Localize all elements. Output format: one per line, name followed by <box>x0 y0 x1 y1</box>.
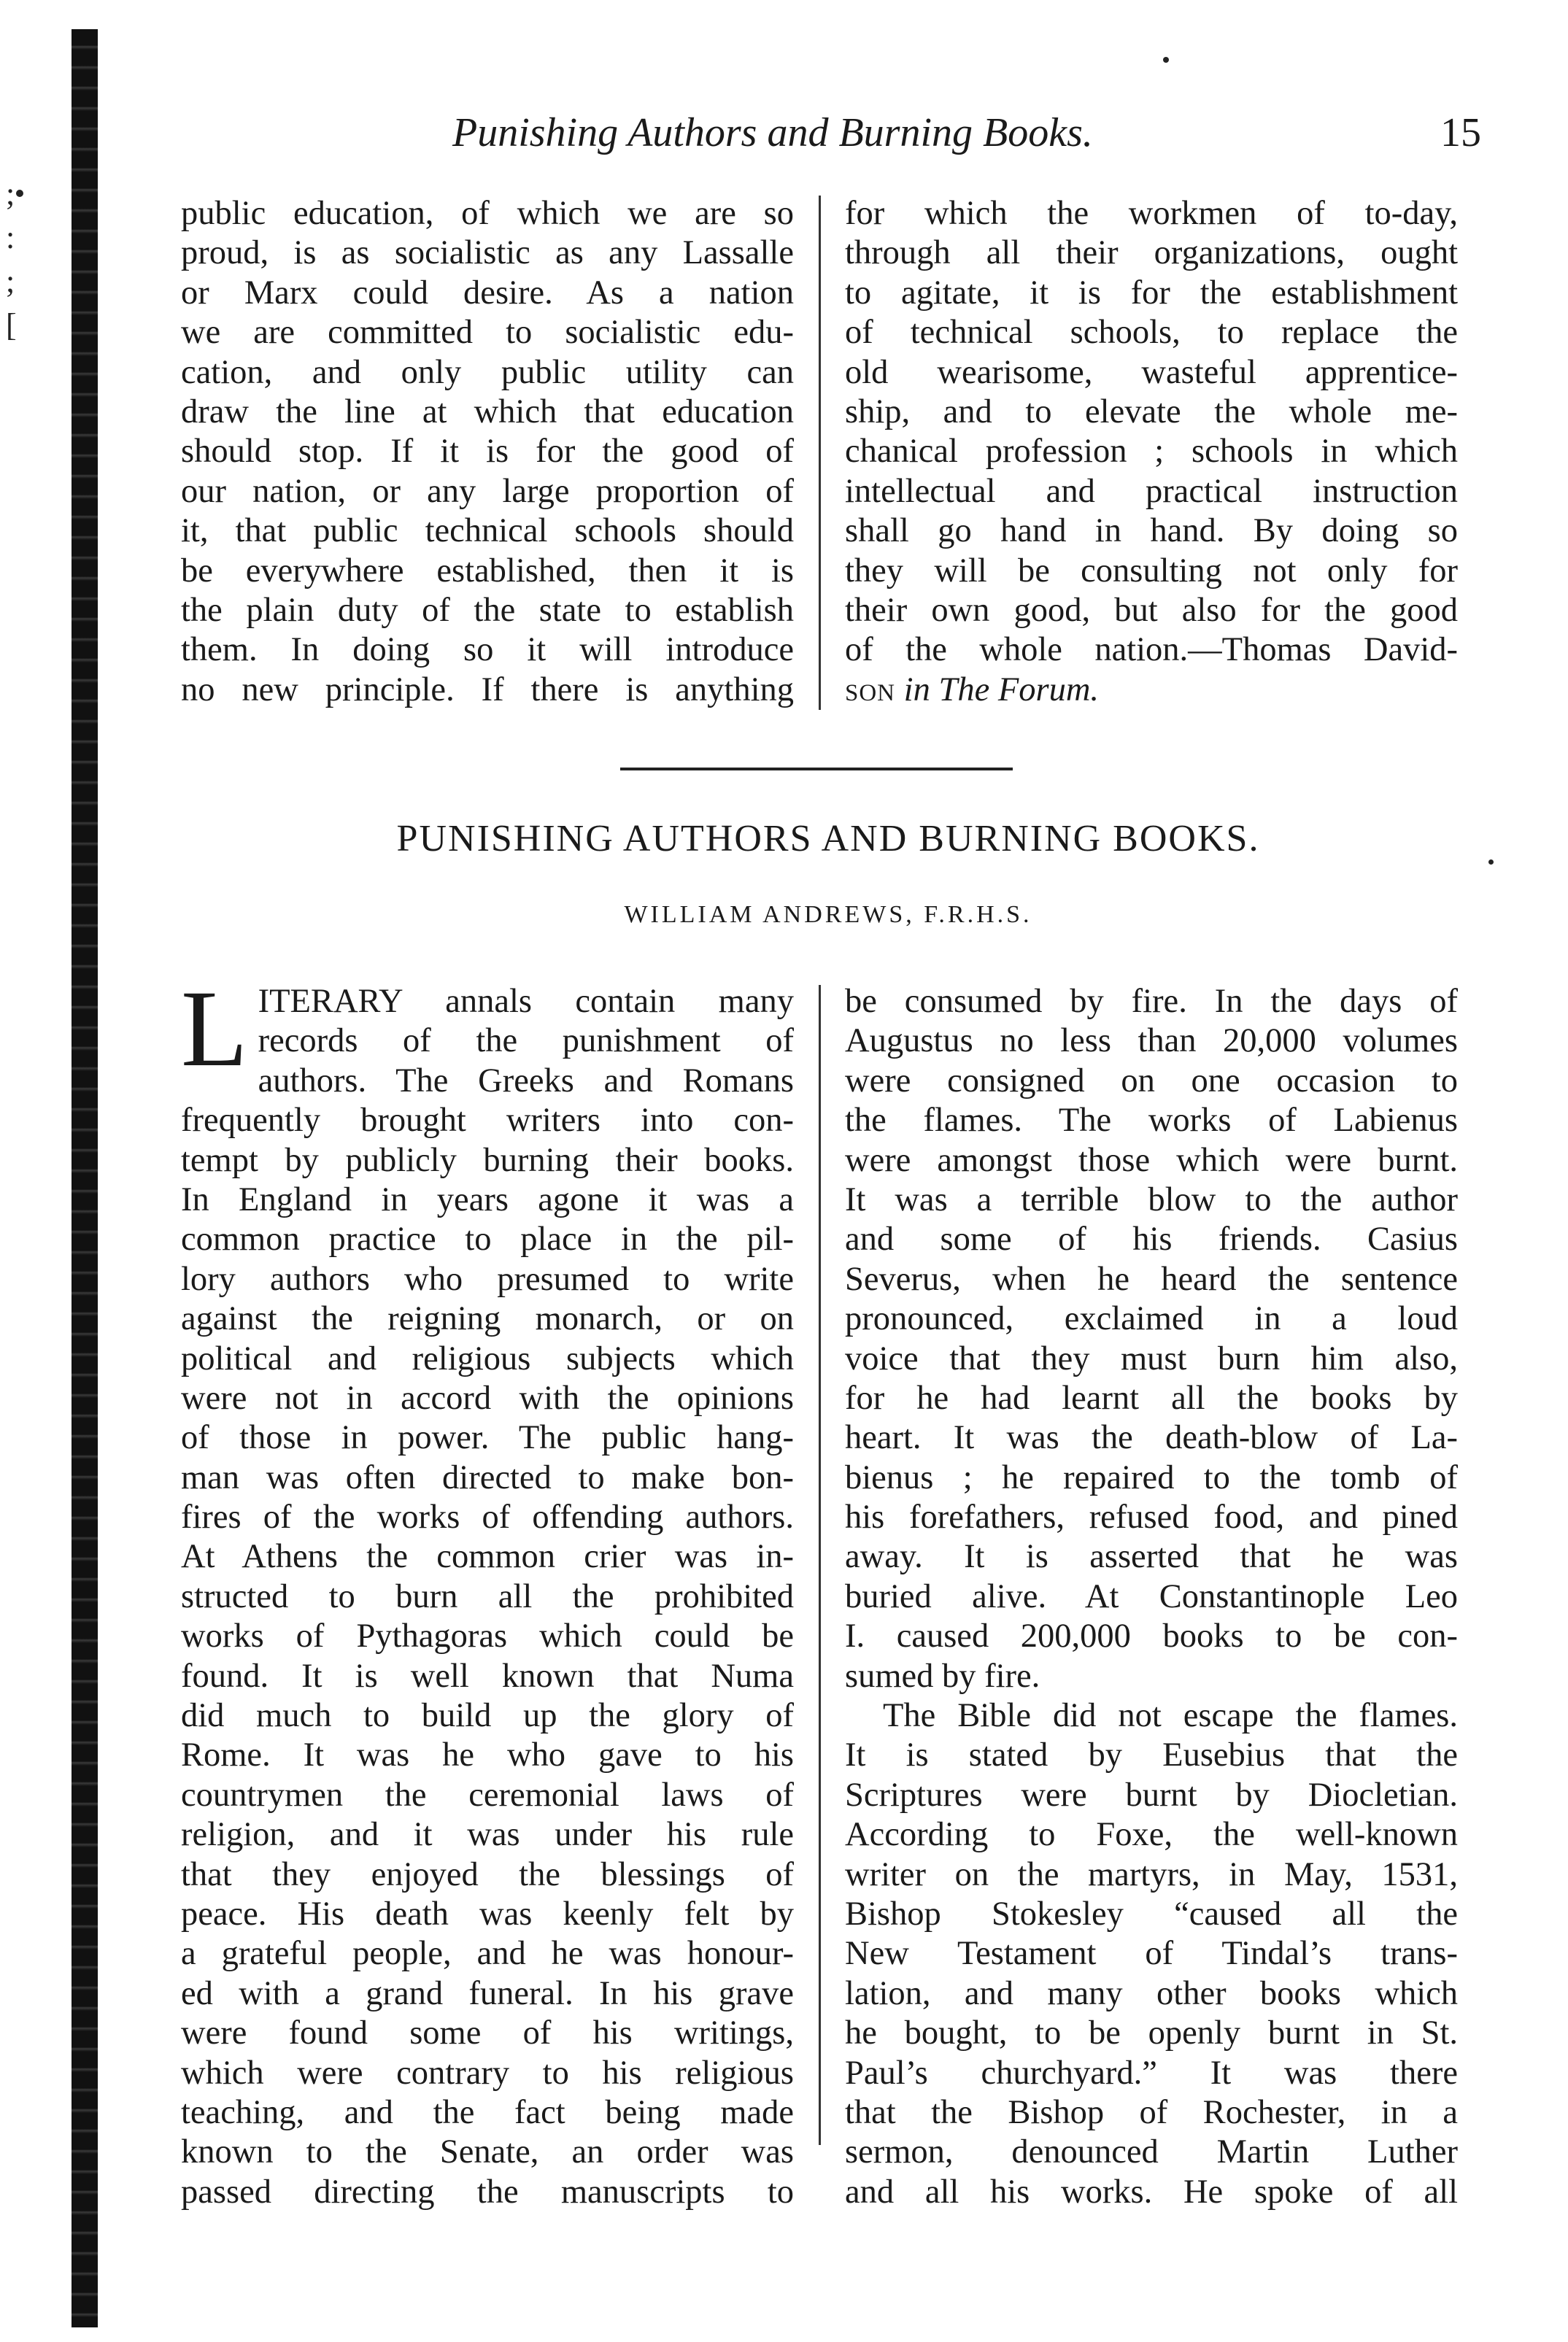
text-line: be consumed by fire. In the days of <box>845 983 1458 1020</box>
speck-dot <box>1488 859 1494 865</box>
citation-connector: in <box>903 670 930 708</box>
text-line: were found some of his writings, <box>181 2014 794 2052</box>
text-line: public education, of which we are so <box>181 195 794 232</box>
text-line: his forefathers, refused food, and pined <box>845 1499 1458 1537</box>
text-line: ITERARY annals contain many <box>258 983 794 1020</box>
text-line: common practice to place in the pil- <box>181 1221 794 1259</box>
top-right-column <box>845 194 1458 710</box>
text-line: lation, and many other books which <box>845 1974 1458 2012</box>
text-line: of technical schools, to replace the <box>845 314 1458 352</box>
column-divider-top <box>819 196 821 710</box>
margin-mark: ; <box>6 263 15 299</box>
text-line: lory authors who presumed to write <box>181 1260 794 1298</box>
text-line: were consigned on one occasion to <box>845 1062 1458 1099</box>
text-line: were not in accord with the opinions <box>181 1379 794 1417</box>
text-line: countrymen the ceremonial laws of <box>181 1776 794 1814</box>
text-line: or Marx could desire. As a nation <box>181 274 794 312</box>
text-line: political and religious subjects which <box>181 1340 794 1377</box>
text-line: records of the punishment of <box>258 1022 794 1060</box>
article-author: WILLIAM ANDREWS, F.R.H.S. <box>624 901 1032 928</box>
page-number: 15 <box>1440 110 1481 155</box>
text-line: they will be consulting not only for <box>845 552 1458 590</box>
page-binding-edge <box>72 29 98 2327</box>
text-line: It was a terrible blow to the author <box>845 1180 1458 1218</box>
article-title: PUNISHING AUTHORS AND BURNING BOOKS. <box>396 818 1260 859</box>
text-line: passed directing the manuscripts to <box>181 2173 794 2211</box>
text-line: The Bible did not escape the flames. <box>883 1697 1458 1735</box>
text-line: buried alive. At Constantinople Leo <box>845 1577 1458 1615</box>
text-line: ed with a grand funeral. In his grave <box>181 1974 794 2012</box>
text-line: of those in power. The public hang- <box>181 1419 794 1457</box>
text-line: should stop. If it is for the good of <box>181 433 794 471</box>
text-line: religion, and it was under his rule <box>181 1816 794 1854</box>
text-line: tempt by publicly burning their books. <box>181 1141 794 1179</box>
text-line: the flames. The works of Labienus <box>845 1102 1458 1140</box>
text-line: structed to burn all the prohibited <box>181 1577 794 1615</box>
text-line: and all his works. He spoke of all <box>845 2173 1458 2211</box>
text-line: old wearisome, wasteful apprentice- <box>845 353 1458 391</box>
text-line: draw the line at which that education <box>181 393 794 430</box>
running-header <box>175 109 1481 168</box>
text-line: It is stated by Eusebius that the <box>845 1736 1458 1774</box>
text-line: a grateful people, and he was honour- <box>181 1935 794 1973</box>
text-line: chanical profession ; schools in which <box>845 433 1458 471</box>
text-line: cation, and only public utility can <box>181 353 794 391</box>
text-line: sermon, denounced Martin Luther <box>845 2133 1458 2171</box>
text-line: voice that they must burn him also, <box>845 1340 1458 1377</box>
text-line: pronounced, exclaimed in a loud <box>845 1300 1458 1338</box>
text-line: frequently brought writers into con- <box>181 1102 794 1140</box>
citation-line <box>845 670 1458 710</box>
citation-source: The Forum. <box>938 670 1100 708</box>
text-line: them. In doing so it will introduce <box>181 631 794 669</box>
margin-mark: : <box>6 220 15 255</box>
text-line: our nation, or any large proportion of <box>181 472 794 510</box>
drop-cap: L <box>181 968 248 1089</box>
top-left-column <box>181 194 794 710</box>
text-line: teaching, and the fact being made <box>181 2093 794 2131</box>
text-line: authors. The Greeks and Romans <box>258 1062 794 1099</box>
text-line: sumed by fire. <box>845 1657 1040 1695</box>
text-line: Severus, when he heard the sentence <box>845 1260 1458 1298</box>
text-line: be everywhere established, then it is <box>181 552 794 590</box>
running-title: Punishing Authors and Burning Books. <box>452 110 1093 155</box>
text-line: bienus ; he repaired to the tomb of <box>845 1458 1458 1496</box>
margin-mark: [ <box>6 307 17 343</box>
text-line: that the Bishop of Rochester, in a <box>845 2093 1458 2131</box>
text-line: Augustus no less than 20,000 volumes <box>845 1022 1458 1060</box>
text-line: for which the workmen of to-day, <box>845 195 1458 232</box>
text-line: fires of the works of offending authors. <box>181 1499 794 1537</box>
text-line: In England in years agone it was a <box>181 1180 794 1218</box>
text-line: intellectual and practical instruction <box>845 472 1458 510</box>
text-line: ship, and to elevate the whole me- <box>845 393 1458 430</box>
text-line: works of Pythagoras which could be <box>181 1618 794 1655</box>
text-line: that they enjoyed the blessings of <box>181 1855 794 1893</box>
text-line: it, that public technical schools should <box>181 512 794 550</box>
text-line: their own good, but also for the good <box>845 591 1458 629</box>
text-line: through all their organizations, ought <box>845 234 1458 272</box>
text-line: no new principle. If there is anything <box>181 670 794 708</box>
text-line: for he had learnt all the books by <box>845 1379 1458 1417</box>
citation-author-end: son <box>845 670 896 708</box>
bottom-left-column <box>181 968 794 2212</box>
text-line: were amongst those which were burnt. <box>845 1141 1458 1179</box>
text-line: Rome. It was he who gave to his <box>181 1736 794 1774</box>
text-line: of the whole nation.—Thomas David- <box>845 631 1458 669</box>
text-line: to agitate, it is for the establishment <box>845 274 1458 312</box>
text-line: According to Foxe, the well-known <box>845 1816 1458 1854</box>
text-line: which were contrary to his religious <box>181 2054 794 2092</box>
text-line: did much to build up the glory of <box>181 1697 794 1735</box>
speck-dot <box>1163 57 1169 63</box>
text-line: peace. His death was keenly felt by <box>181 1895 794 1933</box>
text-line: the plain duty of the state to establish <box>181 591 794 629</box>
margin-mark: ; <box>6 176 15 212</box>
text-line: known to the Senate, an order was <box>181 2133 794 2171</box>
text-line: we are committed to socialistic edu- <box>181 314 794 352</box>
text-line: against the reigning monarch, or on <box>181 1300 794 1338</box>
column-divider-bottom <box>819 985 821 2145</box>
text-line: Bishop Stokesley “caused all the <box>845 1895 1458 1933</box>
bottom-right-column <box>845 982 1458 2212</box>
text-line: and some of his friends. Casius <box>845 1221 1458 1259</box>
text-line: I. caused 200,000 books to be con- <box>845 1618 1458 1655</box>
text-line: heart. It was the death-blow of La- <box>845 1419 1458 1457</box>
text-line: man was often directed to make bon- <box>181 1458 794 1496</box>
section-rule <box>620 768 1013 770</box>
text-line: At Athens the common crier was in- <box>181 1538 794 1576</box>
text-line: writer on the martyrs, in May, 1531, <box>845 1855 1458 1893</box>
text-line: proud, is as socialistic as any Lassalle <box>181 234 794 272</box>
margin-dot <box>16 190 23 197</box>
text-line: Scriptures were burnt by Diocletian. <box>845 1776 1458 1814</box>
text-line: shall go hand in hand. By doing so <box>845 512 1458 550</box>
text-line: New Testament of Tindal’s trans- <box>845 1935 1458 1973</box>
text-line: found. It is well known that Numa <box>181 1657 794 1695</box>
text-line: away. It is asserted that he was <box>845 1538 1458 1576</box>
text-line: Paul’s churchyard.” It was there <box>845 2054 1458 2092</box>
text-line: he bought, to be openly burnt in St. <box>845 2014 1458 2052</box>
